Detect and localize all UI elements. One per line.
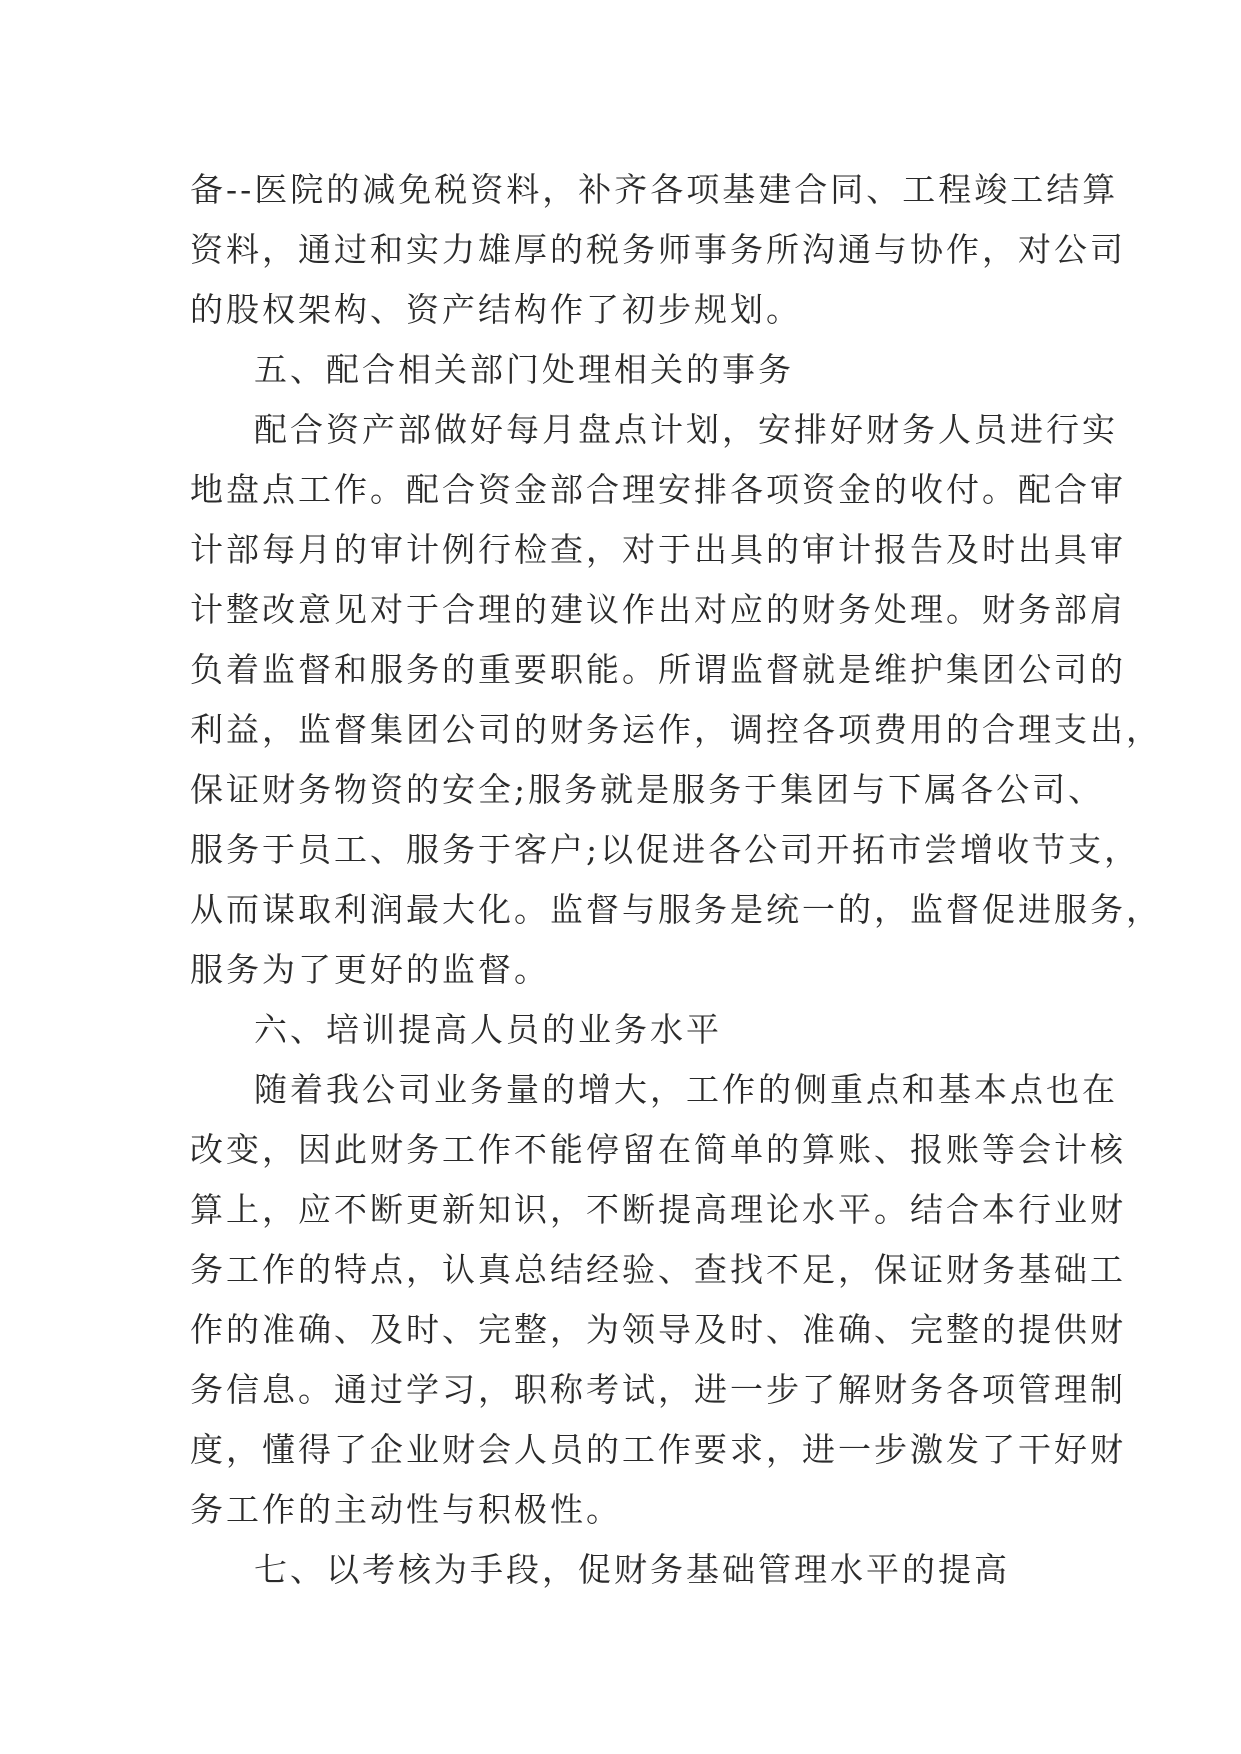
text-line: 从而谋取利润最大化。监督与服务是统一的，监督促进服务， [190, 890, 1162, 929]
text-line: 随着我公司业务量的增大，工作的侧重点和基本点也在 [254, 1070, 1118, 1109]
text-line: 备--医院的减免税资料，补齐各项基建合同、工程竣工结算 [190, 170, 1119, 209]
text-line: 六、培训提高人员的业务水平 [254, 1010, 722, 1049]
text-line: 务工作的特点，认真总结经验、查找不足，保证财务基础工 [190, 1250, 1126, 1289]
text-line: 服务为了更好的监督。 [190, 950, 550, 989]
text-line: 算上，应不断更新知识，不断提高理论水平。结合本行业财 [190, 1190, 1126, 1229]
text-line: 改变，因此财务工作不能停留在简单的算账、报账等会计核 [190, 1130, 1126, 1169]
text-line: 五、配合相关部门处理相关的事务 [254, 350, 794, 389]
text-line: 利益，监督集团公司的财务运作，调控各项费用的合理支出， [190, 710, 1162, 749]
text-line: 地盘点工作。配合资金部合理安排各项资金的收付。配合审 [190, 470, 1126, 509]
text-line: 计整改意见对于合理的建议作出对应的财务处理。财务部肩 [190, 590, 1126, 629]
text-line: 务信息。通过学习，职称考试，进一步了解财务各项管理制 [190, 1370, 1126, 1409]
text-line: 配合资产部做好每月盘点计划，安排好财务人员进行实 [254, 410, 1118, 449]
text-line: 作的准确、及时、完整，为领导及时、准确、完整的提供财 [190, 1310, 1126, 1349]
text-line: 计部每月的审计例行检查，对于出具的审计报告及时出具审 [190, 530, 1126, 569]
text-line: 的股权架构、资产结构作了初步规划。 [190, 290, 802, 329]
text-line: 务工作的主动性与积极性。 [190, 1490, 622, 1529]
text-line: 七、以考核为手段，促财务基础管理水平的提高 [254, 1550, 1010, 1589]
text-line: 负着监督和服务的重要职能。所谓监督就是维护集团公司的 [190, 650, 1126, 689]
text-line: 资料，通过和实力雄厚的税务师事务所沟通与协作，对公司 [190, 230, 1126, 269]
document-body [190, 160, 1162, 1600]
text-line: 度，懂得了企业财会人员的工作要求，进一步激发了干好财 [190, 1430, 1126, 1469]
text-line: 保证财务物资的安全;服务就是服务于集团与下属各公司、 [190, 770, 1105, 809]
text-line: 服务于员工、服务于客户;以促进各公司开拓市尝增收节支， [190, 830, 1141, 869]
